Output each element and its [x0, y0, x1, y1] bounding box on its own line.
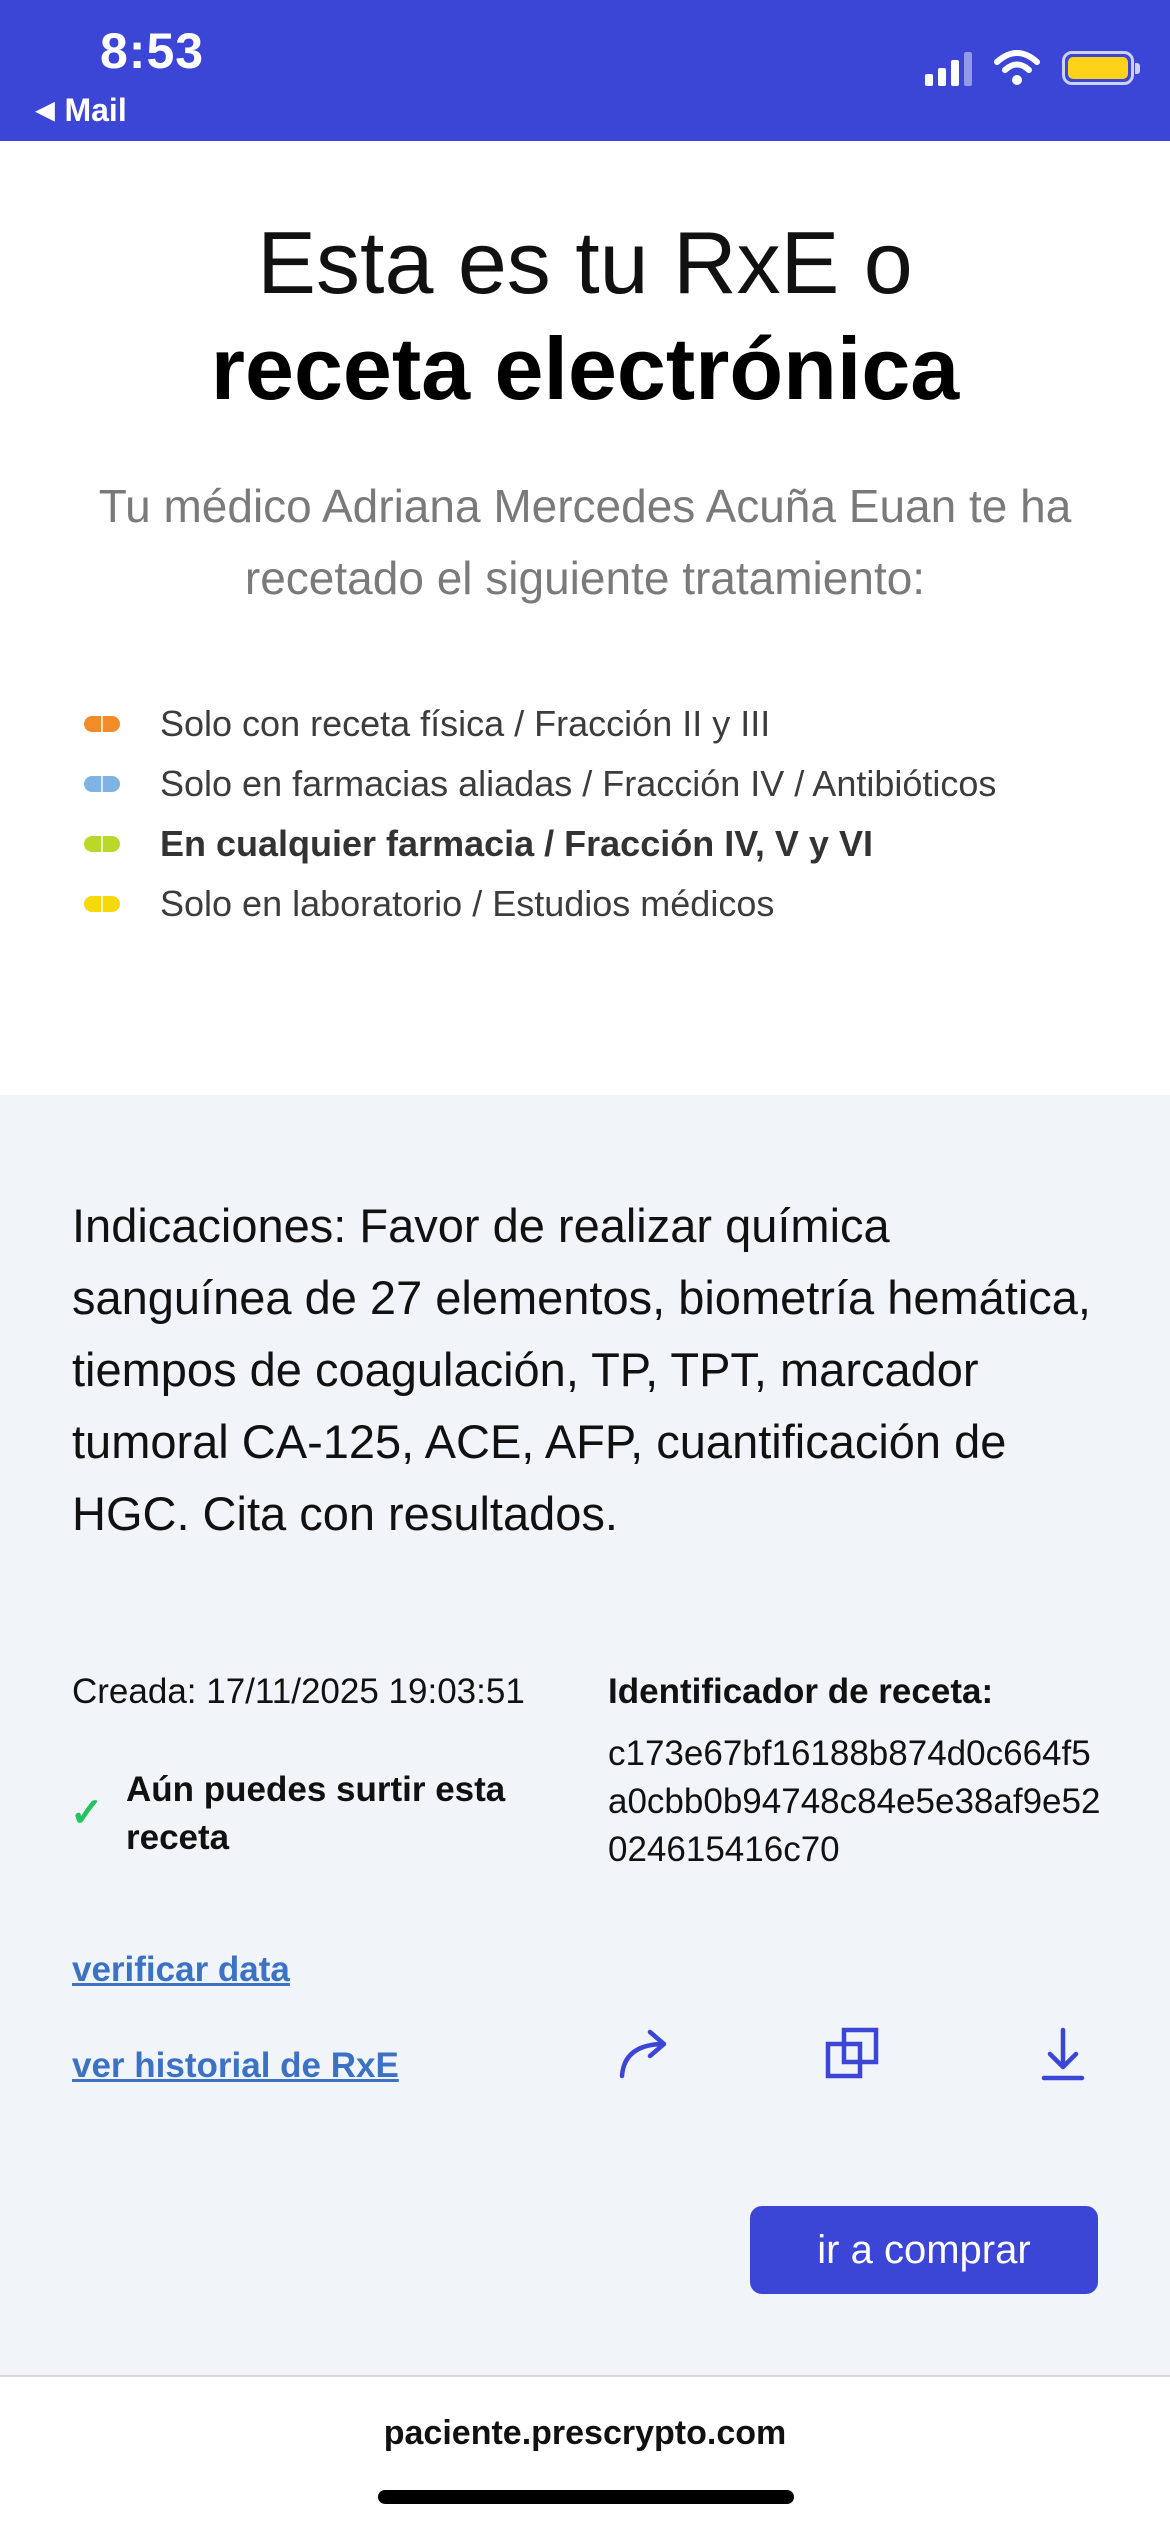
indications-text: Indicaciones: Favor de realizar química sanguínea de 27 elementos, biometría hemática, tiempos de coagulación, TP, TPT, marcador tumoral CA-125, ACE, AFP, cuantificación de HGC. Cita con resultados. [72, 1199, 1091, 1540]
legend-item [84, 754, 1144, 814]
share-icon[interactable] [610, 2020, 680, 2090]
url-bar-divider [0, 2375, 1170, 2377]
doctor-subtitle: Tu médico Adriana Mercedes Acuña Euan te ha recetado el siguiente tratamiento: [98, 480, 1072, 604]
fill-status-text: Aún puedes surtir esta receta [126, 1770, 506, 1857]
pill-icon [84, 896, 120, 912]
status-time: 8:53 [100, 23, 205, 79]
legend-label: Solo en laboratorio / Estudios médicos [160, 883, 775, 924]
home-indicator[interactable] [378, 2490, 794, 2504]
back-to-mail-button[interactable] [36, 92, 127, 129]
page-title-line1: Esta es tu RxE o [257, 213, 913, 312]
status-icons [925, 50, 1134, 86]
legend-item [84, 814, 1144, 874]
legend-label: En cualquier farmacia / Fracción IV, V y VI [160, 823, 873, 864]
pill-icon [84, 776, 120, 792]
history-link[interactable]: ver historial de RxE [72, 2046, 399, 2085]
verify-data-link[interactable]: verificar data [72, 1950, 290, 1989]
prescription-id-value: c173e67bf16188b874d0c664f5a0cbb0b94748c84e5e38af9e52024615416c70 [608, 1734, 1101, 1869]
legend-item [84, 694, 1144, 754]
signal-icon [925, 50, 972, 86]
copy-icon[interactable] [818, 2020, 888, 2090]
legend [84, 694, 1144, 934]
pill-icon [84, 716, 120, 732]
battery-level [1068, 57, 1128, 79]
buy-button[interactable]: ir a comprar [750, 2206, 1098, 2294]
created-date: Creada: 17/11/2025 19:03:51 [72, 1672, 525, 1711]
legend-item [84, 874, 1144, 934]
page-url[interactable]: paciente.prescrypto.com [383, 2414, 787, 2452]
check-icon: ✓ [70, 1791, 104, 1835]
legend-label: Solo en farmacias aliadas / Fracción IV / Antibióticos [160, 763, 997, 804]
prescription-id-label: Identificador de receta: [608, 1672, 994, 1711]
back-triangle-icon: ◀ [36, 97, 55, 124]
back-mail-label: Mail [64, 92, 127, 128]
pill-icon [84, 836, 120, 852]
status-bar [0, 0, 1170, 141]
page-title-line2: receta electrónica [210, 319, 960, 418]
wifi-icon [994, 50, 1040, 86]
download-icon[interactable] [1028, 2020, 1098, 2090]
battery-icon [1062, 51, 1134, 85]
legend-label: Solo con receta física / Fracción II y III [160, 703, 771, 744]
